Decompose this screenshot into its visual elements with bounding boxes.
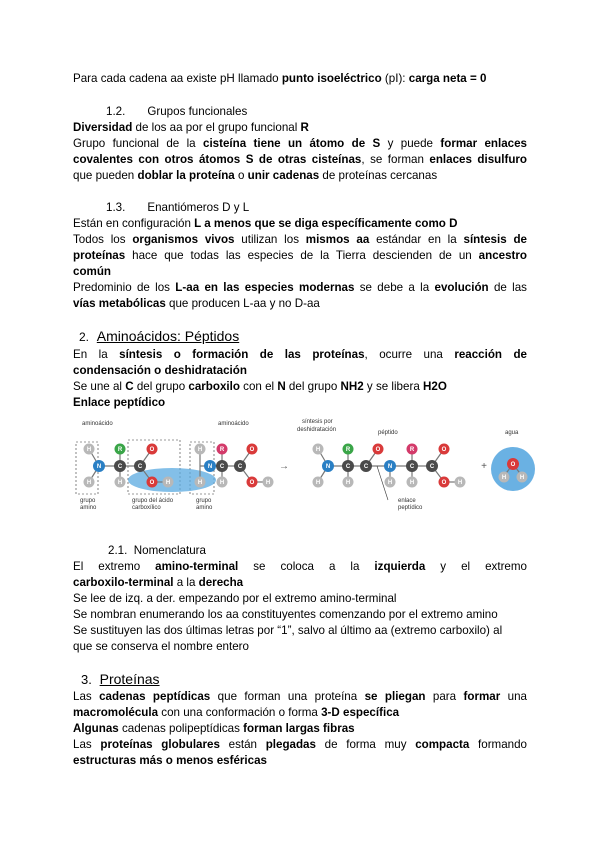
svg-text:H: H bbox=[315, 447, 321, 453]
svg-text:H: H bbox=[315, 480, 321, 486]
label-grupo-acido-1: grupo del ácido bbox=[132, 498, 174, 504]
label-grupo-amino-b2: amino bbox=[196, 505, 213, 511]
svg-text:O: O bbox=[249, 447, 255, 453]
svg-text:O: O bbox=[510, 462, 516, 468]
svg-text:H: H bbox=[457, 480, 463, 486]
svg-text:N: N bbox=[387, 464, 393, 470]
svg-text:C: C bbox=[363, 464, 369, 470]
svg-text:H: H bbox=[197, 447, 203, 453]
s21-line-2: carboxilo-terminal a la derecha bbox=[73, 576, 244, 589]
s12-line-2: Grupo funcional de la cisteína tiene un átomo de S y puede formar enlaces bbox=[73, 137, 527, 150]
svg-text:O: O bbox=[375, 447, 381, 453]
plus-sign: + bbox=[481, 461, 487, 472]
peptide-bond-diagram bbox=[72, 416, 542, 526]
s3-line-1: Las cadenas peptídicas que forman una proteína se pliegan para formar una bbox=[73, 690, 527, 703]
svg-text:H: H bbox=[501, 475, 507, 481]
svg-text:N: N bbox=[96, 464, 102, 470]
svg-text:C: C bbox=[409, 464, 415, 470]
s12-line-4: que pueden doblar la proteína o unir cadenas de proteínas cercanas bbox=[73, 169, 438, 182]
label-grupo-acido-2: carboxílico bbox=[132, 505, 161, 511]
svg-text:H: H bbox=[265, 480, 271, 486]
label-aminoacido-2: aminoácido bbox=[218, 421, 249, 427]
svg-text:O: O bbox=[149, 480, 155, 486]
svg-text:C: C bbox=[219, 464, 225, 470]
s13-line-6: vías metabólicas que producen L-aa y no D-aa bbox=[73, 297, 320, 310]
s3-line-4: Las proteínas globulares están plegadas de forma muy compacta formando bbox=[73, 738, 528, 751]
svg-text:H: H bbox=[165, 480, 171, 486]
section-2-heading: 2. Aminoácidos: Péptidos bbox=[79, 328, 240, 344]
label-agua: agua bbox=[505, 430, 519, 436]
label-grupo-amino-2: amino bbox=[80, 505, 97, 511]
svg-text:H: H bbox=[86, 480, 92, 486]
s21-line-3: Se lee de izq. a der. empezando por el extremo amino-terminal bbox=[73, 592, 397, 605]
label-enlace-2: peptídico bbox=[398, 505, 423, 511]
s12-line-3: covalentes con otros átomos S de otras cisteínas, se forman enlaces disulfuro bbox=[73, 153, 527, 166]
label-enlace-1: enlace bbox=[398, 498, 416, 504]
svg-text:C: C bbox=[117, 464, 123, 470]
s21-line-1: El extremo amino-terminal se coloca a la izquierda y el extremo bbox=[73, 560, 527, 573]
svg-text:C: C bbox=[345, 464, 351, 470]
s2-line-4: Enlace peptídico bbox=[73, 396, 166, 409]
svg-text:H: H bbox=[197, 480, 203, 486]
section-2-1-heading: 2.1. Nomenclatura bbox=[108, 544, 206, 557]
svg-text:R: R bbox=[345, 447, 351, 453]
reaction-arrow: → bbox=[279, 461, 289, 472]
svg-text:C: C bbox=[237, 464, 243, 470]
section-1-2-heading: 1.2. Grupos funcionales bbox=[106, 105, 248, 118]
svg-text:N: N bbox=[207, 464, 213, 470]
svg-text:H: H bbox=[219, 480, 225, 486]
svg-text:N: N bbox=[325, 464, 331, 470]
s21-line-4: Se nombran enumerando los aa constituyentes comenzando por el extremo amino bbox=[73, 608, 498, 621]
paragraph-isoelectric: Para cada cadena aa existe pH llamado punto isoeléctrico (pI): carga neta = 0 bbox=[73, 72, 487, 85]
label-aminoacido-1: aminoácido bbox=[82, 421, 113, 427]
svg-text:O: O bbox=[249, 480, 255, 486]
svg-text:H: H bbox=[409, 480, 415, 486]
svg-text:H: H bbox=[387, 480, 393, 486]
svg-text:R: R bbox=[117, 447, 123, 453]
svg-text:O: O bbox=[149, 447, 155, 453]
svg-text:H: H bbox=[86, 447, 92, 453]
s2-line-2: condensación o deshidratación bbox=[73, 364, 247, 377]
label-sintesis-1: síntesis por bbox=[302, 419, 333, 425]
s13-line-5: Predominio de los L-aa en las especies modernas se debe a la evolución de las bbox=[73, 281, 527, 294]
s3-line-3: Algunas cadenas polipeptídicas forman largas fibras bbox=[73, 722, 355, 735]
s13-line-3: proteínas hace que todas las especies de la Tierra descienden de un ancestro bbox=[73, 249, 527, 262]
label-sintesis-2: deshidratación bbox=[297, 427, 337, 433]
svg-text:O: O bbox=[441, 480, 447, 486]
svg-text:H: H bbox=[345, 480, 351, 486]
s13-line-1: Están en configuración L a menos que se diga específicamente como D bbox=[73, 217, 458, 230]
s3-line-2: macromolécula con una conformación o forma 3-D específica bbox=[73, 706, 400, 719]
label-grupo-amino-b1: grupo bbox=[196, 498, 212, 504]
section-1-3-heading: 1.3. Enantiómeros D y L bbox=[106, 201, 250, 214]
svg-text:O: O bbox=[441, 447, 447, 453]
s13-line-2: Todos los organismos vivos utilizan los mismos aa estándar en la síntesis de bbox=[73, 233, 527, 246]
svg-text:C: C bbox=[429, 464, 435, 470]
s21-line-6: que se conserva el nombre entero bbox=[73, 640, 249, 653]
svg-text:H: H bbox=[519, 475, 525, 481]
svg-text:R: R bbox=[219, 447, 225, 453]
section-3-heading: 3. Proteínas bbox=[81, 671, 160, 687]
s21-line-5: Se sustituyen las dos últimas letras por “1”, salvo al último aa (extremo carboxilo) al bbox=[73, 624, 503, 637]
label-grupo-amino-1: grupo bbox=[80, 498, 96, 504]
s12-line-1: Diversidad de los aa por el grupo funcional R bbox=[73, 121, 309, 134]
s13-line-4: común bbox=[73, 265, 112, 278]
svg-text:R: R bbox=[409, 447, 415, 453]
svg-text:H: H bbox=[117, 480, 123, 486]
label-peptido: péptido bbox=[378, 430, 398, 436]
s2-line-3: Se une al C del grupo carboxilo con el N del grupo NH2 y se libera H2O bbox=[73, 380, 447, 393]
s2-line-1: En la síntesis o formación de las proteínas, ocurre una reacción de bbox=[73, 348, 527, 361]
svg-text:C: C bbox=[137, 464, 143, 470]
s3-line-5: estructuras más o menos esféricas bbox=[73, 754, 267, 767]
